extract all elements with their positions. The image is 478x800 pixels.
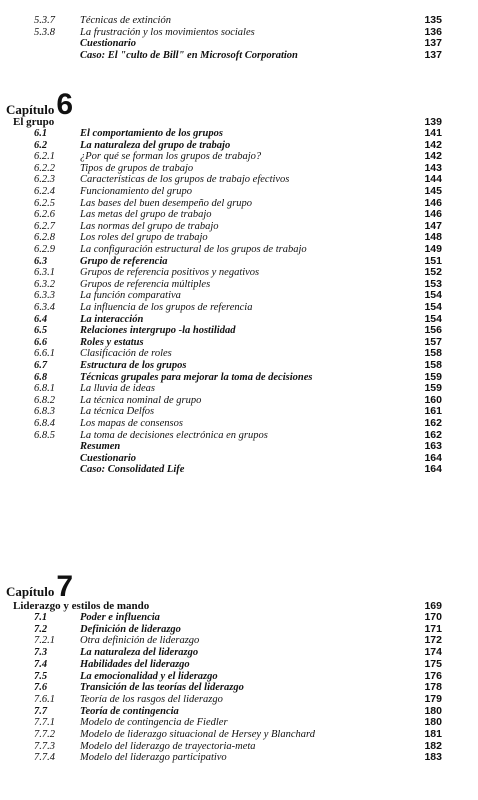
entry-number: 6.4 bbox=[34, 313, 48, 325]
chapter-6-heading: El grupo bbox=[13, 116, 55, 128]
entry-number: 6.8.3 bbox=[34, 406, 55, 418]
page-number: 163 bbox=[424, 440, 442, 453]
entry-number: 6.3.1 bbox=[34, 267, 55, 279]
page-number: 152 bbox=[424, 266, 442, 279]
toc-entry bbox=[0, 49, 478, 62]
page-number: 169 bbox=[424, 600, 442, 612]
entry-title: Modelo de contingencia de Fiedler bbox=[80, 717, 228, 729]
entry-title: La interacción bbox=[80, 313, 144, 325]
entry-title: Resumen bbox=[80, 441, 121, 453]
page-number: 145 bbox=[424, 185, 442, 197]
entry-title: El comportamiento de los grupos bbox=[80, 128, 223, 139]
entry-number: 7.7.4 bbox=[34, 752, 55, 764]
page-number: 178 bbox=[424, 681, 442, 694]
entry-number: 7.4 bbox=[34, 658, 48, 670]
chapter-number: 6 bbox=[56, 88, 74, 121]
entry-title: Las bases del buen desempeño del grupo bbox=[80, 197, 253, 209]
page-number: 159 bbox=[424, 370, 442, 383]
entry-title: Teoría de contingencia bbox=[80, 705, 179, 717]
entry-number: 6.2.6 bbox=[34, 209, 55, 221]
entry-number: 7.6 bbox=[34, 682, 48, 694]
entry-number: 6.6 bbox=[34, 336, 48, 348]
page-number: 171 bbox=[424, 622, 442, 635]
entry-number: 5.3.7 bbox=[34, 15, 55, 26]
entry-number: 7.7.3 bbox=[34, 740, 55, 752]
page-number: 154 bbox=[424, 289, 442, 302]
entry-title: Caso: El "culto de Bill" en Microsoft Corporation bbox=[80, 49, 298, 61]
entry-title: Los mapas de consensos bbox=[80, 418, 183, 429]
entry-title: Transición de las teorías del liderazgo bbox=[80, 682, 244, 694]
entry-title: La toma de decisiones electrónica en grupos bbox=[80, 429, 268, 441]
entry-number: 6.8.5 bbox=[34, 429, 55, 441]
entry-title: La función comparativa bbox=[80, 290, 181, 302]
entry-title: La configuración estructural de los grupos de trabajo bbox=[80, 244, 307, 255]
page-number: 144 bbox=[424, 173, 442, 186]
entry-title: La técnica Delfos bbox=[80, 406, 155, 418]
entry-title: Tipos de grupos de trabajo bbox=[80, 162, 194, 174]
entry-title: La frustración y los movimientos sociales bbox=[80, 26, 255, 38]
entry-title: Modelo del liderazgo de trayectoria-meta bbox=[80, 740, 256, 752]
entry-title: La emocionalidad y el liderazgo bbox=[80, 670, 218, 682]
page-number: 135 bbox=[424, 14, 442, 26]
page-number: 162 bbox=[424, 417, 442, 429]
page-number: 162 bbox=[424, 428, 442, 441]
entry-number: 6.5 bbox=[34, 325, 48, 337]
entry-number: 6.2.1 bbox=[34, 151, 55, 163]
entry-title: La influencia de los grupos de referencia bbox=[80, 302, 253, 313]
page-number: 170 bbox=[424, 611, 442, 623]
page-number: 136 bbox=[424, 25, 442, 38]
entry-number: 6.2.8 bbox=[34, 232, 55, 244]
page-number: 179 bbox=[424, 692, 442, 705]
page-number: 156 bbox=[424, 324, 442, 337]
entry-title: Roles y estatus bbox=[80, 336, 144, 348]
page-number: 158 bbox=[424, 359, 442, 371]
page-number: 154 bbox=[424, 301, 442, 313]
entry-title: Relaciones intergrupo -la hostilidad bbox=[80, 325, 236, 337]
entry-number: 6.3 bbox=[34, 255, 48, 267]
entry-title: ¿Por qué se forman los grupos de trabajo? bbox=[80, 151, 262, 163]
page-number: 151 bbox=[424, 254, 442, 267]
entry-number: 6.8 bbox=[34, 371, 48, 383]
page-number: 159 bbox=[424, 382, 442, 395]
page-number: 161 bbox=[424, 405, 442, 418]
entry-number: 6.2 bbox=[34, 139, 48, 151]
entry-title: Técnicas de extinción bbox=[80, 15, 171, 26]
page-number: 153 bbox=[424, 277, 442, 290]
entry-title: La naturaleza del liderazgo bbox=[80, 647, 199, 659]
toc-entry bbox=[0, 463, 478, 476]
page-number: 160 bbox=[424, 393, 442, 406]
page-number: 141 bbox=[424, 127, 442, 139]
page-number: 142 bbox=[424, 150, 442, 163]
entry-number: 7.5 bbox=[34, 670, 48, 682]
entry-title: Estructura de los grupos bbox=[80, 360, 187, 371]
toc-entry bbox=[0, 751, 478, 764]
entry-number: 5.3.8 bbox=[34, 26, 55, 38]
page-number: 154 bbox=[424, 312, 442, 325]
entry-title: Grupo de referencia bbox=[80, 255, 168, 267]
page-number: 147 bbox=[424, 219, 442, 232]
page-number: 181 bbox=[424, 728, 442, 740]
entry-number: 6.3.2 bbox=[34, 278, 55, 290]
page-number: 149 bbox=[424, 243, 442, 255]
page-number: 164 bbox=[424, 451, 442, 464]
entry-number: 7.7.1 bbox=[34, 717, 55, 729]
entry-number: 7.1 bbox=[34, 612, 48, 623]
page-number: 175 bbox=[424, 657, 442, 670]
page-number: 143 bbox=[424, 161, 442, 174]
entry-number: 6.8.4 bbox=[34, 418, 55, 429]
entry-number: 7.3 bbox=[34, 647, 48, 659]
entry-number: 6.2.3 bbox=[34, 174, 55, 186]
chapter-7-heading: Liderazgo y estilos de mando bbox=[13, 600, 150, 612]
entry-number: 6.3.3 bbox=[34, 290, 55, 302]
entry-number: 7.2.1 bbox=[34, 635, 55, 647]
entry-title: Técnicas grupales para mejorar la toma de decisiones bbox=[80, 371, 313, 383]
entry-number: 7.7 bbox=[34, 705, 48, 717]
entry-title: Las normas del grupo de trabajo bbox=[80, 220, 219, 232]
page-number: 139 bbox=[424, 116, 442, 128]
entry-title: Poder e influencia bbox=[80, 612, 160, 623]
entry-number: 6.3.4 bbox=[34, 302, 55, 313]
entry-title: La técnica nominal de grupo bbox=[80, 394, 202, 406]
entry-title: Modelo de liderazgo situacional de Hersey y Blanchard bbox=[80, 729, 315, 740]
entry-number: 6.7 bbox=[34, 360, 48, 371]
entry-title: Habilidades del liderazgo bbox=[80, 658, 190, 670]
entry-title: Grupos de referencia positivos y negativos bbox=[80, 267, 260, 279]
chapter-word: Capítulo bbox=[6, 102, 55, 117]
page-number: 182 bbox=[424, 739, 442, 752]
page-number: 164 bbox=[424, 463, 442, 476]
entry-title: Grupos de referencia múltiples bbox=[80, 278, 211, 290]
page-number: 172 bbox=[424, 634, 442, 647]
entry-title: Caso: Consolidated Life bbox=[80, 464, 185, 476]
page-number: 146 bbox=[424, 196, 442, 209]
entry-title: Cuestionario bbox=[80, 452, 137, 464]
entry-title: Otra definición de liderazgo bbox=[80, 635, 200, 647]
entry-title: Cuestionario bbox=[80, 38, 137, 49]
entry-number: 6.2.4 bbox=[34, 186, 55, 197]
entry-title: Modelo del liderazgo participativo bbox=[80, 752, 227, 764]
page-number: 137 bbox=[424, 48, 442, 61]
page-number: 157 bbox=[424, 335, 442, 348]
entry-number: 7.2 bbox=[34, 623, 48, 635]
entry-title: La lluvia de ideas bbox=[80, 383, 155, 395]
chapter-word: Capítulo bbox=[6, 584, 55, 599]
entry-title: Definición de liderazgo bbox=[80, 623, 181, 635]
page-number: 142 bbox=[424, 138, 442, 151]
entry-title: Características de los grupos de trabajo efectivos bbox=[80, 174, 290, 186]
page-number: 183 bbox=[424, 751, 442, 764]
chapter-7-label bbox=[6, 570, 73, 604]
entry-title: Los roles del grupo de trabajo bbox=[80, 232, 208, 244]
entry-number: 6.6.1 bbox=[34, 348, 55, 360]
entry-number: 6.2.7 bbox=[34, 220, 55, 232]
entry-title: Funcionamiento del grupo bbox=[80, 186, 192, 197]
entry-title: La naturaleza del grupo de trabajo bbox=[80, 139, 231, 151]
entry-number: 7.7.2 bbox=[34, 729, 55, 740]
entry-title: Las metas del grupo de trabajo bbox=[80, 209, 212, 221]
chapter-number: 7 bbox=[56, 570, 74, 603]
page-number: 148 bbox=[424, 231, 442, 244]
page-number: 146 bbox=[424, 208, 442, 221]
entry-number: 6.2.9 bbox=[34, 244, 55, 255]
entry-number: 6.2.2 bbox=[34, 162, 55, 174]
entry-number: 7.6.1 bbox=[34, 693, 55, 705]
page-number: 180 bbox=[424, 716, 442, 729]
page-number: 176 bbox=[424, 669, 442, 682]
page-number: 180 bbox=[424, 704, 442, 717]
entry-title: Teoría de los rasgos del liderazgo bbox=[80, 693, 223, 705]
entry-number: 6.8.2 bbox=[34, 394, 55, 406]
page-number: 158 bbox=[424, 347, 442, 360]
entry-number: 6.1 bbox=[34, 128, 48, 139]
page-number: 174 bbox=[424, 646, 442, 659]
entry-number: 6.8.1 bbox=[34, 383, 55, 395]
page-number: 137 bbox=[424, 37, 442, 49]
entry-title: Clasificación de roles bbox=[80, 348, 172, 360]
entry-number: 6.2.5 bbox=[34, 197, 55, 209]
